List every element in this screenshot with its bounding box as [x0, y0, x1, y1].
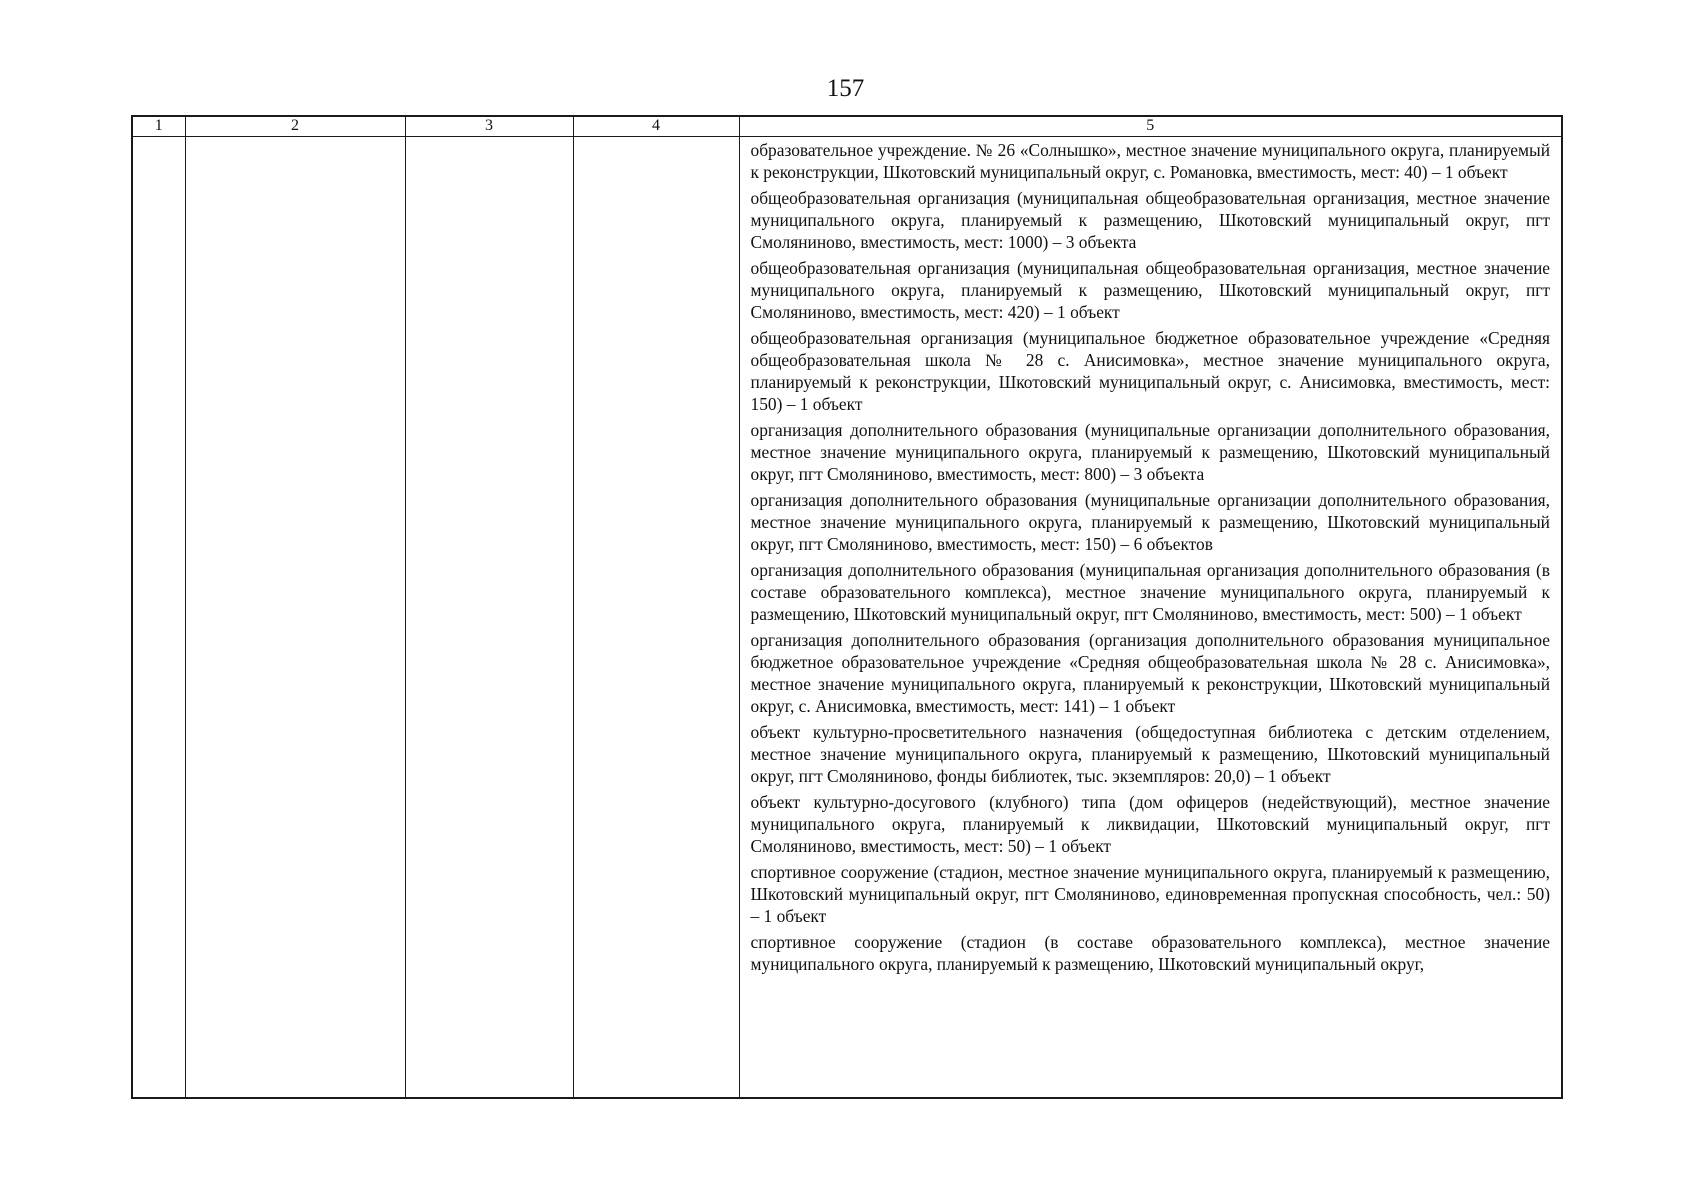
- object-entry: образовательное учреждение. № 26 «Солнышко», местное значение муниципального округа, планируемый к реконструкции, Шкотовский муниципальный округ, с. Романовка, вместимость, мест: 40) – 1 объект: [750, 140, 1550, 182]
- object-entry: организация дополнительного образования (муниципальные организации дополнительного образования, местное значение муниципального округа, планируемый к размещению, Шкотовский муниципальный округ, пгт Смоляниново, вместимость, мест: 150) – 6 объектов: [750, 490, 1550, 554]
- column-header-3: 3: [405, 116, 573, 137]
- cell-column-3: [405, 137, 573, 1099]
- table-header-row: [132, 116, 1562, 137]
- column-header-1: 1: [132, 116, 185, 137]
- object-entry: объект культурно-досугового (клубного) типа (дом офицеров (недействующий), местное значение муниципального округа, планируемый к ликвидации, Шкотовский муниципальный округ, пгт Смоляниново, вместимость, мест: 50) – 1 объект: [750, 792, 1550, 856]
- object-entry: объект культурно-просветительного назначения (общедоступная библиотека с детским отделением, местное значение муниципального округа, планируемый к размещению, Шкотовский муниципальный округ, пгт Смоляниново, фонды библиотек, тыс. экземпляров: 20,0) – 1 объект: [750, 722, 1550, 786]
- cell-column-1: [132, 137, 185, 1099]
- column-header-5: 5: [739, 116, 1562, 137]
- object-entry: организация дополнительного образования (муниципальная организация дополнительного образования (в составе образовательного комплекса), местное значение муниципального округа, планируемый к размещению, Шкотовский муниципальный округ, пгт Смоляниново, вместимость, мест: 500) – 1 объект: [750, 560, 1550, 624]
- column-header-2: 2: [185, 116, 405, 137]
- object-entry: общеобразовательная организация (муниципальная общеобразовательная организация, местное значение муниципального округа, планируемый к размещению, Шкотовский муниципальный округ, пгт Смоляниново, вместимость, мест: 420) – 1 объект: [750, 258, 1550, 322]
- table-row: [132, 137, 1562, 1099]
- cell-column-4: [573, 137, 739, 1099]
- cell-column-2: [185, 137, 405, 1099]
- object-entry: спортивное сооружение (стадион (в составе образовательного комплекса), местное значение муниципального округа, планируемый к размещению, Шкотовский муниципальный округ,: [750, 932, 1550, 974]
- object-entry: спортивное сооружение (стадион, местное значение муниципального округа, планируемый к размещению, Шкотовский муниципальный округ, пгт Смоляниново, единовременная пропускная способность, чел.: 50) – 1 объект: [750, 862, 1550, 926]
- page-number: 157: [826, 75, 865, 102]
- object-entry: общеобразовательная организация (муниципальное бюджетное образовательное учреждение «Средняя общеобразовательная школа № 28 с. Анисимовка», местное значение муниципального округа, планируемый к реконструкции, Шкотовский муниципальный округ, с. Анисимовка, вместимость, мест: 150) – 1 объект: [750, 328, 1550, 414]
- object-entry: общеобразовательная организация (муниципальная общеобразовательная организация, местное значение муниципального округа, планируемый к размещению, Шкотовский муниципальный округ, пгт Смоляниново, вместимость, мест: 1000) – 3 объекта: [750, 188, 1550, 252]
- object-entry: организация дополнительного образования (организация дополнительного образования муниципальное бюджетное образовательное учреждение «Средняя общеобразовательная школа № 28 с. Анисимовка», местное значение муниципального округа, планируемый к реконструкции, Шкотовский муниципальный округ, с. Анисимовка, вместимость, мест: 141) – 1 объект: [750, 630, 1550, 716]
- object-entry: организация дополнительного образования (муниципальные организации дополнительного образования, местное значение муниципального округа, планируемый к размещению, Шкотовский муниципальный округ, пгт Смоляниново, вместимость, мест: 800) – 3 объекта: [750, 420, 1550, 484]
- document-table: [131, 115, 1563, 1099]
- cell-column-5: [739, 137, 1562, 1099]
- column-header-4: 4: [573, 116, 739, 137]
